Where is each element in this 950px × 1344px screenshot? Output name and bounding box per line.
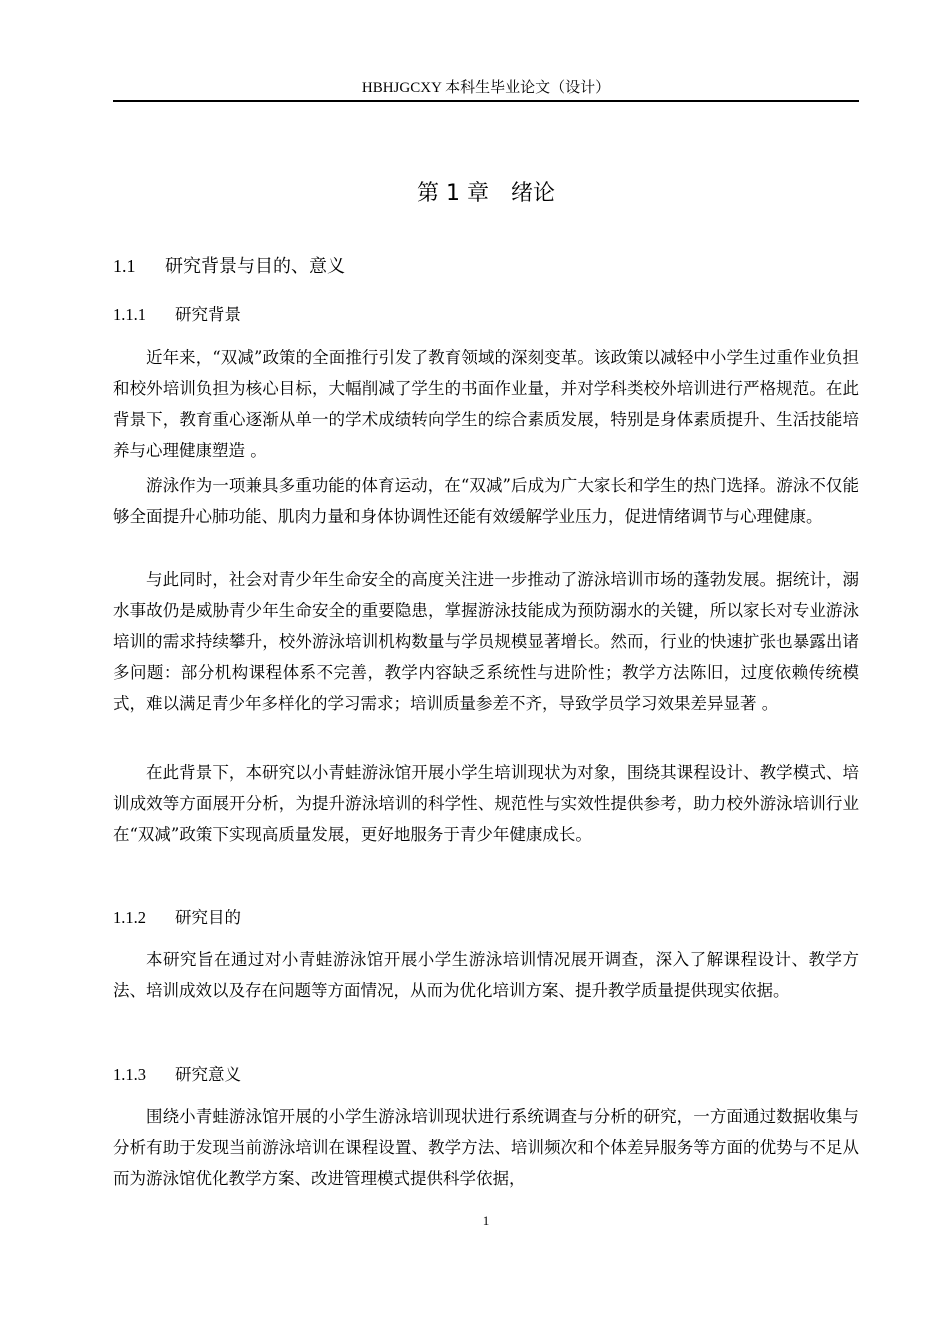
subsection-title: 研究目的 bbox=[175, 908, 241, 927]
subsection-number: 1.1.2 bbox=[113, 908, 146, 927]
paragraph-background-4: 在此背景下，本研究以小青蛙游泳馆开展小学生培训现状为对象，围绕其课程设计、教学模式、培训成效等方面展开分析，为提升游泳培训的科学性、规范性与实效性提供参考，助力校外游泳培训行业在“双减”政策下实现高质量发展，更好地服务于青少年健康成长。 bbox=[113, 763, 859, 844]
subsection-title: 研究背景 bbox=[175, 305, 241, 324]
paragraph-background-1: 近年来，“双减”政策的全面推行引发了教育领域的深刻变革。该政策以减轻中小学生过重作业负担和校外培训负担为核心目标，大幅削减了学生的书面作业量，并对学科类校外培训进行严格规范。在此背景下，教育重心逐渐从单一的学术成绩转向学生的综合素质发展，特别是身体素质提升、生活技能培养与心理健康塑造 。 bbox=[113, 348, 859, 460]
paragraph-purpose-1: 本研究旨在通过对小青蛙游泳馆开展小学生游泳培训情况展开调查，深入了解课程设计、教学方法、培训成效以及存在问题等方面情况，从而为优化培训方案、提升教学质量提供现实依据。 bbox=[113, 950, 859, 1000]
paragraph-background-2: 游泳作为一项兼具多重功能的体育运动，在“双减”后成为广大家长和学生的热门选择。游泳不仅能够全面提升心肺功能、肌肉力量和身体协调性还能有效缓解学业压力，促进情绪调节与心理健康。 bbox=[113, 476, 859, 526]
chapter-title: 第 1 章 绪论 bbox=[417, 181, 555, 206]
section-number: 1.1 bbox=[113, 256, 136, 276]
subsection-title: 研究意义 bbox=[175, 1065, 241, 1084]
subsection-number: 1.1.3 bbox=[113, 1065, 146, 1084]
subsection-number: 1.1.1 bbox=[113, 305, 146, 324]
subsection-heading-1-1-2 bbox=[113, 906, 241, 930]
section-heading-1-1 bbox=[113, 253, 345, 280]
page-number: 1 bbox=[482, 1213, 490, 1228]
header-rule bbox=[113, 100, 859, 102]
running-header: HBHJGCXY 本科生毕业论文（设计） bbox=[361, 80, 611, 96]
paragraph-significance-1: 围绕小青蛙游泳馆开展的小学生游泳培训现状进行系统调查与分析的研究，一方面通过数据收集与分析有助于发现当前游泳培训在课程设置、教学方法、培训频次和个体差异服务等方面的优势与不足从而为游泳馆优化教学方案、改进管理模式提供科学依据， bbox=[113, 1107, 859, 1188]
subsection-heading-1-1-3 bbox=[113, 1063, 241, 1087]
section-title: 研究背景与目的、意义 bbox=[165, 256, 345, 277]
subsection-heading-1-1-1 bbox=[113, 303, 241, 327]
paragraph-background-3: 与此同时，社会对青少年生命安全的高度关注进一步推动了游泳培训市场的蓬勃发展。据统计，溺水事故仍是威胁青少年生命安全的重要隐患，掌握游泳技能成为预防溺水的关键，所以家长对专业游泳培训的需求持续攀升，校外游泳培训机构数量与学员规模显著增长。然而，行业的快速扩张也暴露出诸多问题：部分机构课程体系不完善，教学内容缺乏系统性与进阶性；教学方法陈旧，过度依赖传统模式，难以满足青少年多样化的学习需求；培训质量参差不齐，导致学员学习效果差异显著 。 bbox=[113, 570, 859, 713]
